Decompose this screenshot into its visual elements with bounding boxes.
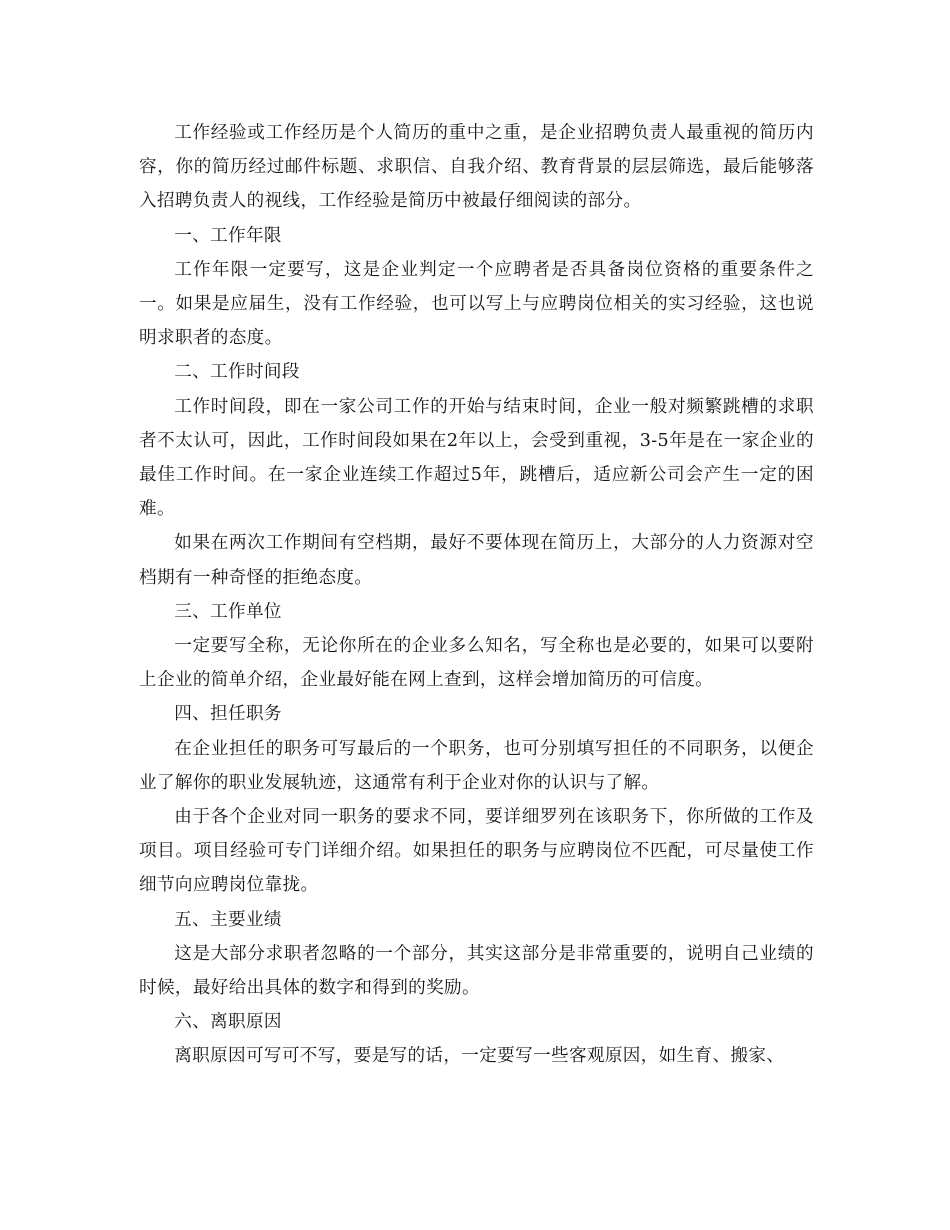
document-body [139, 116, 814, 1074]
paragraph-achievements: 这是大部分求职者忽略的一个部分，其实这部分是非常重要的，说明自己业绩的时候，最好给出具体的数字和得到的奖励。 [139, 943, 814, 999]
paragraph-employer: 一定要写全称，无论你所在的企业多么知名，写全称也是必要的，如果可以要附上企业的简单介绍，企业最好能在网上查到，这样会增加简历的可信度。 [139, 636, 814, 691]
paragraph-gap-period: 如果在两次工作期间有空档期，最好不要体现在简历上，大部分的人力资源对空档期有一种奇怪的拒绝态度。 [139, 533, 814, 588]
heading-position: 四、担任职务 [174, 704, 282, 725]
heading-work-years: 一、工作年限 [174, 225, 282, 246]
heading-work-period: 二、工作时间段 [174, 362, 300, 383]
heading-achievements: 五、主要业绩 [174, 909, 282, 930]
paragraph-leaving-reason: 离职原因可写可不写，要是写的话，一定要写一些客观原因，如生育、搬家、 [174, 1046, 785, 1067]
paragraph-work-period: 工作时间段，即在一家公司工作的开始与结束时间，企业一般对频繁跳槽的求职者不太认可，因此，工作时间段如果在2年以上，会受到重视，3-5年是在一家企业的最佳工作时间。在一家企业连续工作超过5年，跳槽后，适应新公司会产生一定的困难。 [139, 396, 814, 520]
paragraph-position: 在企业担任的职务可写最后的一个职务，也可分别填写担任的不同职务，以便企业了解你的职业发展轨迹，这通常有利于企业对你的认识与了解。 [139, 738, 814, 793]
heading-employer: 三、工作单位 [174, 601, 282, 622]
paragraph-work-years: 工作年限一定要写，这是企业判定一个应聘者是否具备岗位资格的重要条件之一。如果是应届生，没有工作经验，也可以写上与应聘岗位相关的实习经验，这也说明求职者的态度。 [139, 259, 814, 349]
paragraph-intro: 工作经验或工作经历是个人简历的重中之重，是企业招聘负责人最重视的简历内容，你的简历经过邮件标题、求职信、自我介绍、教育背景的层层筛选，最后能够落入招聘负责人的视线，工作经验是简历中被最仔细阅读的部分。 [139, 123, 814, 212]
paragraph-position-details: 由于各个企业对同一职务的要求不同，要详细罗列在该职务下，你所做的工作及项目。项目经验可专门详细介绍。如果担任的职务与应聘岗位不匹配，可尽量使工作细节向应聘岗位靠拢。 [139, 807, 814, 896]
heading-leaving-reason: 六、离职原因 [174, 1012, 282, 1033]
